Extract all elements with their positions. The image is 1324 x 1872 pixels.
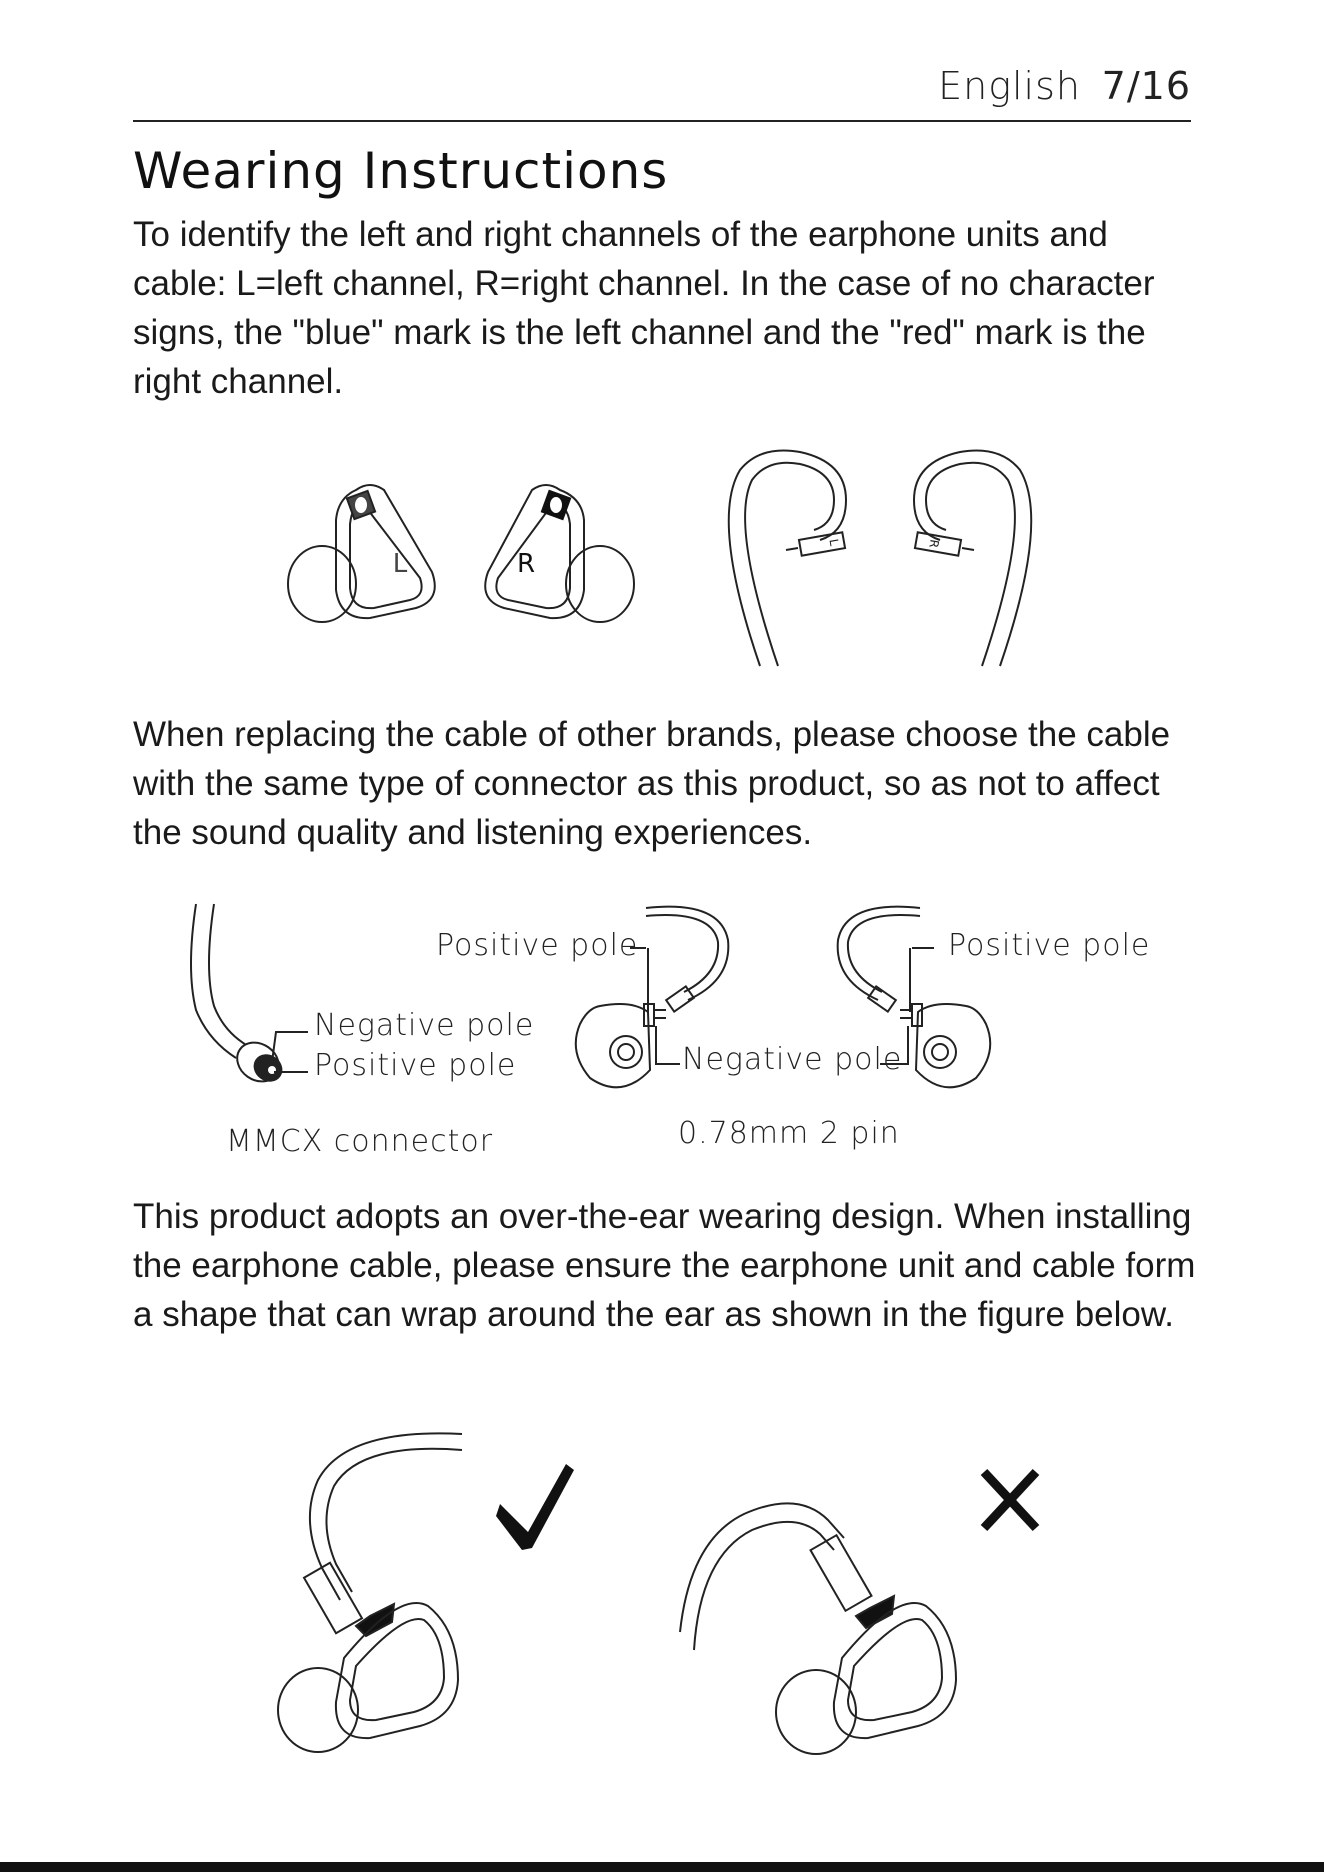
left-earphone-illustration — [288, 485, 435, 622]
pin-caption: 0.78mm 2 pin — [678, 1116, 900, 1151]
right-channel-mark: R — [516, 549, 536, 579]
mmcx-negative-label: Negative pole — [314, 1008, 535, 1043]
channels-figure — [0, 440, 1324, 680]
wearing-paragraph: This product adopts an over-the-ear wearing design. When installing the earphone cable, please ensure the earphone unit and cable form a shape that can wrap around the ear as shown in the figure below. — [133, 1197, 1196, 1334]
left-channel-mark: L — [392, 549, 408, 579]
cable-left-mark: L — [826, 537, 842, 547]
correct-wearing-illustration — [278, 1433, 462, 1752]
wrong-wearing-illustration — [680, 1503, 956, 1754]
mmcx-cable-illustration — [191, 904, 308, 1089]
bottom-rule — [0, 1862, 1324, 1872]
pin-negative-label: Negative pole — [682, 1042, 903, 1077]
mmcx-positive-label: Positive pole — [314, 1048, 517, 1083]
replacing-paragraph: When replacing the cable of other brands, please choose the cable with the same type of connector as this product, so as not to affect the sound quality and listening experiences. — [133, 715, 1171, 852]
check-icon — [496, 1464, 574, 1550]
right-earphone-illustration — [485, 485, 634, 622]
page-number: 7/16 — [1101, 64, 1191, 108]
cross-icon — [984, 1472, 1036, 1528]
language-label: English — [938, 64, 1081, 108]
wearing-figure — [0, 1420, 1324, 1760]
page-header — [133, 60, 1191, 122]
page-title: Wearing Instructions — [133, 142, 669, 200]
cable-illustration — [729, 450, 1032, 666]
pin-positive-left-label: Positive pole — [436, 928, 639, 963]
channels-paragraph: To identify the left and right channels of the earphone units and cable: L=left channel, R=right channel. In the case of no character signs, the "blue" mark is the left channel and the "red" mark is the right channel. — [133, 215, 1155, 401]
pin-positive-right-label: Positive pole — [948, 928, 1151, 963]
mmcx-caption: MMCX connector — [226, 1124, 494, 1159]
cable-right-mark: R — [926, 538, 942, 550]
